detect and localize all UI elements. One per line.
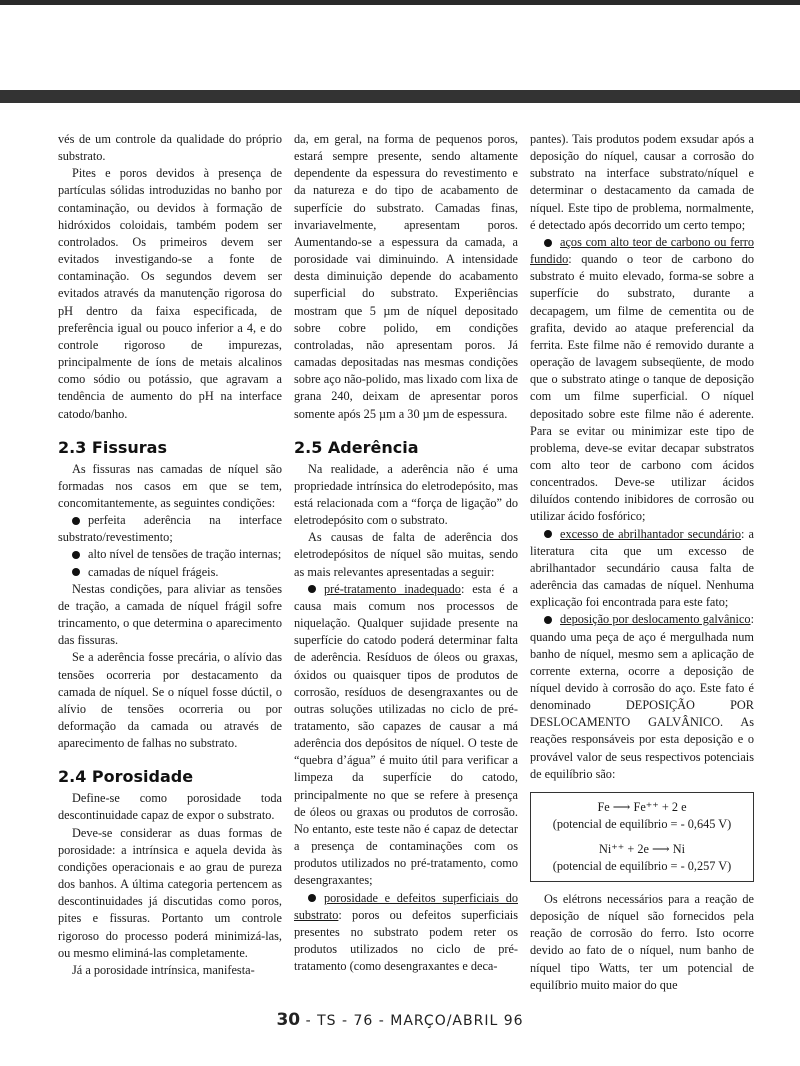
paragraph: pantes). Tais produtos podem exsudar após a deposição do níquel, causar a corrosão do substrato na interface substrato/níquel e determinar o destacamento da camada de níquel. Este tipo de problema, normalmente, é detectado após decorrido um certo tempo; <box>530 132 754 232</box>
bullet-icon <box>72 568 80 576</box>
bullet-title: aços com alto teor de carbono ou ferro fundido <box>530 234 754 267</box>
equation-iron-potential: (potencial de equilíbrio = - 0,645 V) <box>552 816 732 831</box>
list-item: excesso de abrilhantador secundário: a literatura cita que um excesso de abrilhantador secundário causa falta de aderência das camadas de níquel. Nenhuma explicação foi encontrada para este fato; <box>530 526 755 610</box>
paragraph: da, em geral, na forma de pequenos poros, estará sempre presente, sendo altamente dependente da espessura do revestimento e da natureza e do tipo de acabamento de superfície do substrato. Camadas finas, invariavelmente, apresentam poros. Aumentando-se a espessura da camada, a porosidade vai diminuindo. A intensidade desta diminuição depende do acabamento superficial do substrato. Experiências mostram que 5 µm de níquel depositado sobre cobre polido, em condições controladas, não apresentam poros. Já camadas depositadas nas mesmas condições sobre aço não-polido, mas lixado com lixa de grana 240, deixam de apresentar poros somente após 25 µm a 30 µm de espessura. <box>294 132 518 421</box>
bullet-icon <box>72 517 80 525</box>
equation-iron: Fe ⟶ Fe⁺⁺ + 2 e <box>597 799 687 814</box>
list-item: camadas de níquel frágeis. <box>58 564 282 581</box>
list-item: perfeita aderência na interface substrato/revestimento; <box>58 513 282 545</box>
page-number: 30 <box>276 1010 301 1030</box>
header-rule <box>0 90 800 103</box>
equation-nickel-potential: (potencial de equilíbrio = - 0,257 V) <box>552 858 732 873</box>
bullet-icon <box>308 585 316 593</box>
bullet-icon <box>544 616 552 624</box>
paragraph: Já a porosidade intrínsica, manifesta- <box>72 962 255 977</box>
list-item: deposição por deslocamento galvânico: quando uma peça de aço é mergulhada num banho de níquel, mesmo sem a aplicação de corrente externa, ocorre a deposição de níquel devido à corrosão do aço. Este fato é denominado DEPOSIÇÃO POR DESLOCAMENTO GALVÂNICO. As reações responsáveis por esta deposição e o provável valor de seus respectivos potenciais de equilíbrio são: <box>530 612 754 781</box>
paragraph: Na realidade, a aderência não é uma propriedade intrínsica do eletrodepósito, mas está relacionada com a “força de ligação” do eletrodepósito com o substrato. <box>294 461 518 528</box>
column-3 <box>530 131 754 994</box>
bullet-icon <box>72 551 80 559</box>
bullet-title: excesso de abrilhantador secundário <box>560 526 742 541</box>
list-item: porosidade e defeitos superficiais do substrato: poros ou defeitos superficiais presentes no substrato podem reter os produtos utilizados no ciclo de pré-tratamento (como desengraxantes e deca- <box>294 890 518 974</box>
equations-box <box>530 792 754 882</box>
column-2 <box>294 131 518 975</box>
bullet-icon <box>544 239 552 247</box>
paragraph: As fissuras nas camadas de níquel são formadas nos casos em que se tem, concomitantemente, as seguintes condições: <box>58 461 282 510</box>
paragraph: Se a aderência fosse precária, o alívio das tensões ocorreria por destacamento da camada de níquel. Se o níquel fosse dúctil, o alívio de tensões ocorreria ou por deformação da camada ou através de aparecimento de falhas no substrato. <box>58 650 282 751</box>
section-heading-fissuras: 2.3 Fissuras <box>58 437 167 457</box>
footer-issue: - TS - 76 - MARÇO/ABRIL 96 <box>305 1013 524 1029</box>
paragraph: As causas de falta de aderência dos eletrodepósitos de níquel são muitas, sendo as mais relevantes apresentadas a seguir: <box>294 530 518 579</box>
bullet-title: pré-tratamento inadequado <box>324 581 461 596</box>
equation-nickel: Ni⁺⁺ + 2e ⟶ Ni <box>598 841 686 856</box>
paragraph: Pites e poros devidos à presença de partículas sólidas introduzidas no banho por contaminação, ou devidos à formação de hidróxidos coloidais, também podem ser controlados. Os primeiros devem ser evitados investigando-se a fonte de contaminação. Os segundos devem ser evitados através da manutenção rigorosa do pH dentro da faixa especificada, de preferência igual ou pouco inferior a 4, e do controle rigoroso de impurezas, principalmente de íons de metais alcalinos como sódio ou potássio, que agravam a tendência de aumento do pH na interface catodo/banho. <box>58 166 282 421</box>
bullet-icon <box>308 894 316 902</box>
column-1 <box>58 131 282 979</box>
paragraph: Deve-se considerar as duas formas de porosidade: a intrínsica e aquela devida às condições operacionais e ao grau de pureza dos banhos. A última categoria pertencem as descontinuidades já discutidas como poros, pites e fissuras. Portanto um controle rigoroso do processo poderá minimizá-las, ou mesmo eliminá-las completamente. <box>58 825 282 960</box>
paragraph: Nestas condições, para aliviar as tensões de tração, a camada de níquel frágil sofre trincamento, o que determina o aparecimento das fissuras. <box>58 581 282 648</box>
section-heading-porosidade: 2.4 Porosidade <box>58 767 194 787</box>
bullet-title: porosidade e defeitos superficiais do substrato <box>294 890 518 922</box>
paragraph: Define-se como porosidade toda descontinuidade capaz de expor o substrato. <box>58 791 282 823</box>
page-footer <box>0 1010 800 1030</box>
section-heading-aderencia: 2.5 Aderência <box>294 437 419 457</box>
list-item: pré-tratamento inadequado: esta é a causa mais comum nos processos de niquelação. Qualquer sujidade presente na superfície do catodo poderá determinar falta de aderência. Resíduos de óleos ou graxas, óxidos ou quaisquer tipos de produtos de corrosão, resíduos de desengraxantes ou de outras soluções utilizadas no ciclo de pré-tratamento, são capazes de causar a má aderência dos depósitos de níquel. O teste de “quebra d’água” é muito útil para verificar a limpeza da superfície do catodo, principalmente no que se refere à presença de óleos ou graxas ou produtos de corrosão. No entanto, este teste não é capaz de detectar a presença de contaminações com os produtos utilizados no pré-tratamento, como desengraxantes; <box>294 581 518 888</box>
bullet-icon <box>544 530 552 538</box>
list-item: alto nível de tensões de tração internas; <box>58 546 282 563</box>
list-item: aços com alto teor de carbono ou ferro fundido: quando o teor de carbono do substrato é muito elevado, forma-se sobre a superfície do substrato, durante a decapagem, um filme de cementita ou de grafita, devido ao ataque preferencial da ferrita. Este filme não é removido durante a operação de lavagem subseqüente, de modo que o substrato atinge o tanque de deposição com um filme superficial. O níquel depositado sobre este filme não é aderente. Para se evitar ou minimizar este tipo de problema, deve-se evitar decapar substratos com alto teor de carbono com ácidos concentrados. Deve-se utilizar ácidos diluídos contendo inibidores de corrosão ou utilizar ácido fosfórico; <box>530 234 754 524</box>
top-edge-band <box>0 0 800 5</box>
paragraph: Os elétrons necessários para a reação de deposição de níquel são fornecidos pela reação de corrosão do ferro. Isto ocorre devido ao fato de o níquel, num banho de níquel tipo Watts, ter um potencial de equilíbrio muito maior do que <box>530 891 754 992</box>
paragraph: vés de um controle da qualidade do próprio substrato. <box>58 132 282 164</box>
bullet-title: deposição por deslocamento galvânico <box>560 612 751 627</box>
